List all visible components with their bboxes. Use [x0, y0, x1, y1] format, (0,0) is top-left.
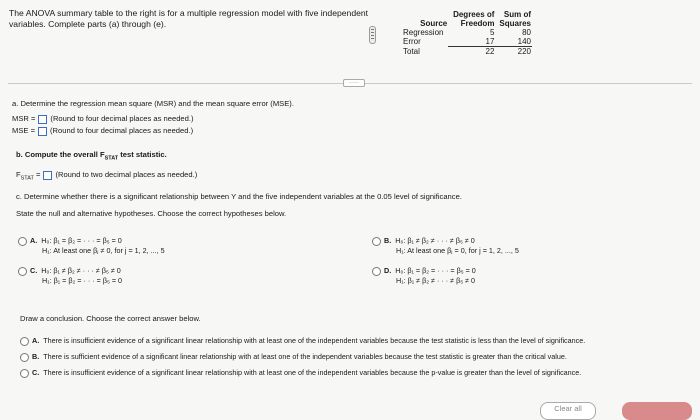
hypothesis-option-a[interactable]: A. H₀: β₁ = β₂ = · · · = β₅ = 0 H₁: At least one βⱼ ≠ 0, for j = 1, 2, ..., 5 [18, 236, 165, 255]
part-a-prompt: a. Determine the regression mean square (MSR) and the mean square error (MSE). [12, 99, 294, 108]
clear-all-button[interactable]: Clear all [540, 402, 596, 420]
anova-header: Freedom [460, 19, 495, 28]
fstat-hint: (Round to two decimal places as needed.) [55, 170, 198, 179]
radio-button[interactable] [20, 337, 29, 346]
anova-ss: 80 [522, 28, 531, 37]
anova-df: 5 [489, 28, 495, 37]
problem-statement: The ANOVA summary table to the right is for a multiple regression model with five independent variables. Complete parts (a) through (e). [9, 8, 369, 29]
anova-header: Squares [499, 19, 531, 28]
conclusion-prompt: Draw a conclusion. Choose the correct answer below. [20, 314, 201, 323]
radio-button[interactable] [372, 237, 381, 246]
anova-source: Total [403, 46, 420, 56]
table-row [402, 37, 532, 47]
anova-header: Source [420, 19, 448, 28]
part-c-prompt: c. Determine whether there is a significant relationship between Y and the five independent variables at the 0.05 level of significance. [16, 192, 462, 201]
part-b-prompt: b. Compute the overall $F_{STAT}$ test statistic. [16, 150, 167, 162]
mse-row [12, 126, 193, 136]
conclusion-option-a[interactable]: A. There is insufficient evidence of a significant linear relationship with at least one of the independent variables because the test statistic is less than the level of significance. [20, 336, 585, 346]
fstat-input[interactable] [43, 171, 52, 180]
hypothesis-option-c[interactable]: C. H₀: β₁ ≠ β₂ ≠ · · · ≠ β₅ ≠ 0 H₁: β₁ = β₂ = · · · = β₅ = 0 [18, 266, 122, 285]
table-row [402, 28, 532, 37]
radio-button[interactable] [20, 369, 29, 378]
mse-input[interactable] [38, 127, 47, 136]
mse-hint: (Round to four decimal places as needed.) [50, 126, 194, 135]
anova-header: Sum of [503, 10, 531, 19]
hypotheses-instruction: State the null and alternative hypotheses. Choose the correct hypotheses below. [16, 209, 287, 218]
fstat-row: $F_{STAT}$ = (Round to two decimal places as needed.) [16, 170, 198, 182]
hypothesis-option-d[interactable]: D. H₀: β₁ = β₂ = · · · = β₅ = 0 H₁: β₁ ≠ β₂ ≠ · · · ≠ β₅ ≠ 0 [372, 266, 476, 285]
anova-ss: 220 [517, 47, 531, 56]
pane-resize-handle[interactable] [369, 26, 376, 44]
check-answer-button[interactable] [622, 402, 692, 420]
anova-ss: 140 [495, 37, 532, 47]
conclusion-option-c[interactable]: C. There is insufficient evidence of a significant linear relationship with at least one of the independent variables because the p-value is greater than the level of significance. [20, 368, 581, 378]
hypothesis-option-b[interactable]: B. H₀: β₁ ≠ β₂ ≠ · · · ≠ β₅ ≠ 0 H₁: At least one βⱼ = 0, for j = 1, 2, ..., 5 [372, 236, 519, 255]
mse-label: MSE = [12, 126, 36, 135]
radio-button[interactable] [18, 237, 27, 246]
anova-df: 17 [448, 37, 495, 47]
radio-button[interactable] [20, 353, 29, 362]
msr-label: MSR = [12, 114, 36, 123]
anova-table [402, 10, 532, 56]
fstat-label: F [16, 170, 21, 179]
msr-hint: (Round to four decimal places as needed.) [50, 114, 194, 123]
anova-source: Regression [403, 28, 444, 37]
msr-input[interactable] [38, 115, 47, 124]
radio-button[interactable] [18, 267, 27, 276]
anova-source: Error [403, 37, 421, 47]
table-row [402, 47, 532, 57]
radio-button[interactable] [372, 267, 381, 276]
msr-row [12, 114, 194, 124]
anova-header [402, 10, 448, 19]
expand-button[interactable]: ····· [343, 79, 365, 87]
anova-df: 22 [485, 47, 495, 56]
anova-header: Degrees of [453, 10, 495, 19]
conclusion-option-b[interactable]: B. There is sufficient evidence of a significant linear relationship with at least one of the independent variables because the test statistic is greater than the critical value. [20, 352, 567, 362]
